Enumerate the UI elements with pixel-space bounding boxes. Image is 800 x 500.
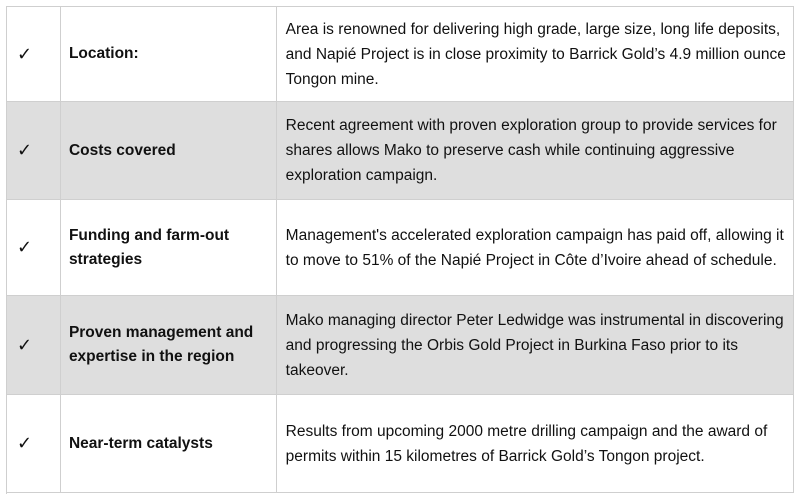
table-row-location	[7, 7, 794, 102]
checkmark-icon: ✓	[7, 296, 61, 394]
row-label: Location:	[61, 7, 277, 101]
table-row-costs-covered	[7, 102, 794, 200]
row-description: Results from upcoming 2000 metre drilling campaign and the award of permits within 15 kilometres of Barrick Gold’s Tongon project.	[277, 395, 794, 492]
table-row-funding	[7, 200, 794, 296]
checkmark-icon: ✓	[7, 102, 61, 199]
highlights-table	[6, 6, 794, 494]
row-description: Area is renowned for delivering high grade, large size, long life deposits, and Napié Project is in close proximity to Barrick Gold’s 4.9 million ounce Tongon mine.	[277, 7, 794, 101]
table-row-management	[7, 296, 794, 395]
checkmark-icon: ✓	[7, 395, 61, 492]
row-label: Near-term catalysts	[61, 395, 277, 492]
row-description: Recent agreement with proven exploration group to provide services for shares allows Mako to preserve cash while continuing aggressive exploration campaign.	[277, 102, 794, 199]
checkmark-icon: ✓	[7, 7, 61, 101]
checkmark-icon: ✓	[7, 200, 61, 295]
row-label: Funding and farm-out strategies	[61, 200, 277, 295]
row-description: Management's accelerated exploration campaign has paid off, allowing it to move to 51% of the Napié Project in Côte d’Ivoire ahead of schedule.	[277, 200, 794, 295]
table-row-catalysts	[7, 395, 794, 493]
row-label: Costs covered	[61, 102, 277, 199]
row-label: Proven management and expertise in the region	[61, 296, 277, 394]
row-description: Mako managing director Peter Ledwidge was instrumental in discovering and progressing the Orbis Gold Project in Burkina Faso prior to its takeover.	[277, 296, 794, 394]
